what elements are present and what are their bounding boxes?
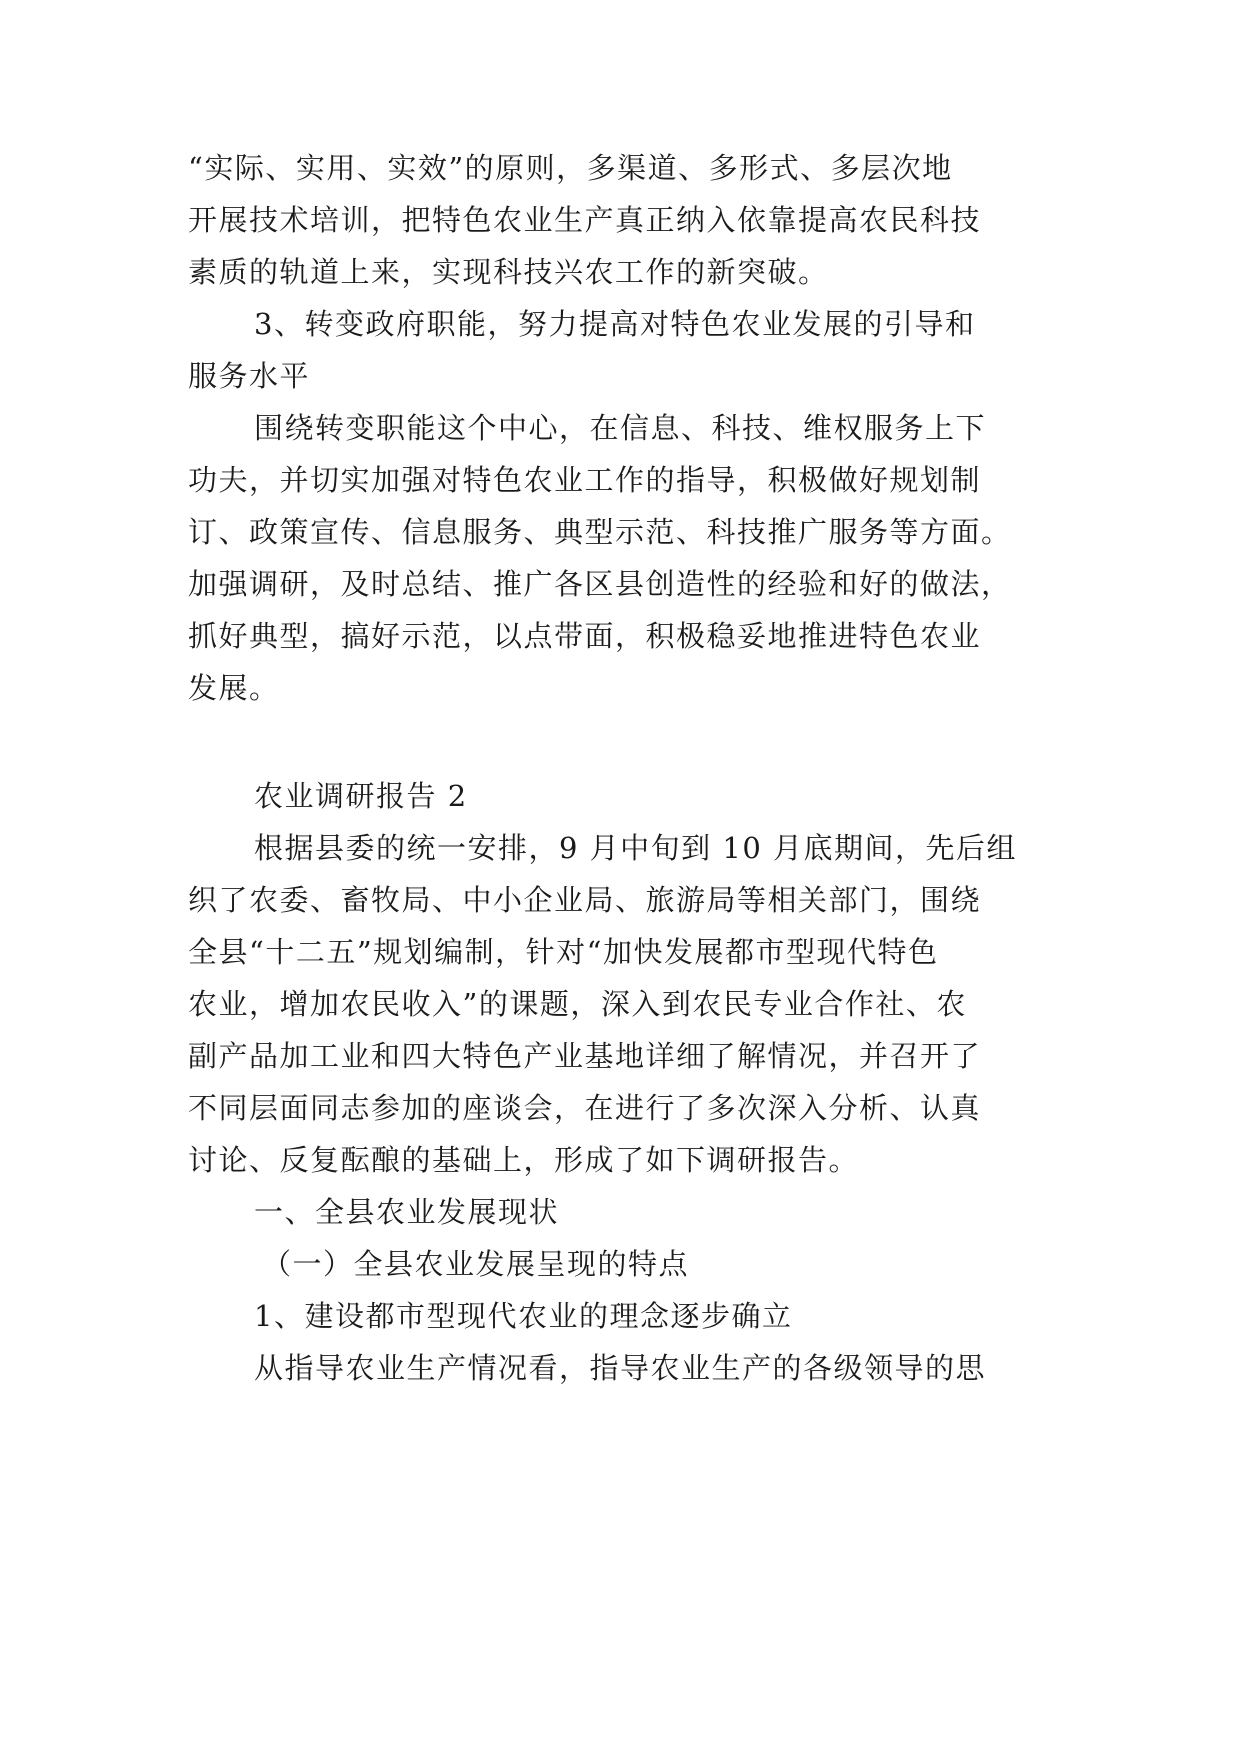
section-heading: 3、转变政府职能，努力提高对特色农业发展的引导和 — [254, 307, 976, 341]
paragraph-line: 根据县委的统一安排，9 月中旬到 10 月底期间，先后组 — [254, 831, 1018, 865]
paragraph-line: 订、政策宣传、信息服务、典型示范、科技推广服务等方面。 — [188, 515, 1012, 549]
paragraph-line: 讨论、反复酝酿的基础上，形成了如下调研报告。 — [188, 1143, 860, 1177]
paragraph-line: 不同层面同志参加的座谈会，在进行了多次深入分析、认真 — [188, 1091, 982, 1125]
paragraph-line: “实际、实用、实效”的原则，多渠道、多形式、多层次地 — [188, 151, 953, 185]
paragraph-line: 开展技术培训，把特色农业生产真正纳入依靠提高农民科技 — [188, 203, 982, 237]
subsection-heading: 1、建设都市型现代农业的理念逐步确立 — [254, 1299, 793, 1333]
paragraph-line: 全县“十二五”规划编制，针对“加快发展都市型现代特色 — [188, 935, 939, 969]
paragraph-line: 副产品加工业和四大特色产业基地详细了解情况，并召开了 — [188, 1039, 982, 1073]
paragraph-line: 农业，增加农民收入”的课题，深入到农民专业合作社、农 — [188, 987, 967, 1021]
paragraph-line: 抓好典型，搞好示范，以点带面，积极稳妥地推进特色农业 — [188, 619, 982, 653]
paragraph-line: 织了农委、畜牧局、中小企业局、旅游局等相关部门，围绕 — [188, 883, 982, 917]
paragraph-line: 围绕转变职能这个中心，在信息、科技、维权服务上下 — [254, 411, 987, 445]
report-title: 农业调研报告 2 — [254, 779, 468, 813]
section-heading: 一、全县农业发展现状 — [254, 1195, 560, 1229]
subsection-heading: （一）全县农业发展呈现的特点 — [262, 1247, 690, 1281]
paragraph-line: 加强调研，及时总结、推广各区县创造性的经验和好的做法， — [188, 567, 1012, 601]
paragraph-line: 从指导农业生产情况看，指导农业生产的各级领导的思 — [254, 1351, 987, 1385]
paragraph-line: 发展。 — [188, 671, 280, 705]
paragraph-line: 素质的轨道上来，实现科技兴农工作的新突破。 — [188, 255, 829, 289]
section-heading-continued: 服务水平 — [188, 359, 311, 393]
paragraph-line: 功夫，并切实加强对特色农业工作的指导，积极做好规划制 — [188, 463, 982, 497]
